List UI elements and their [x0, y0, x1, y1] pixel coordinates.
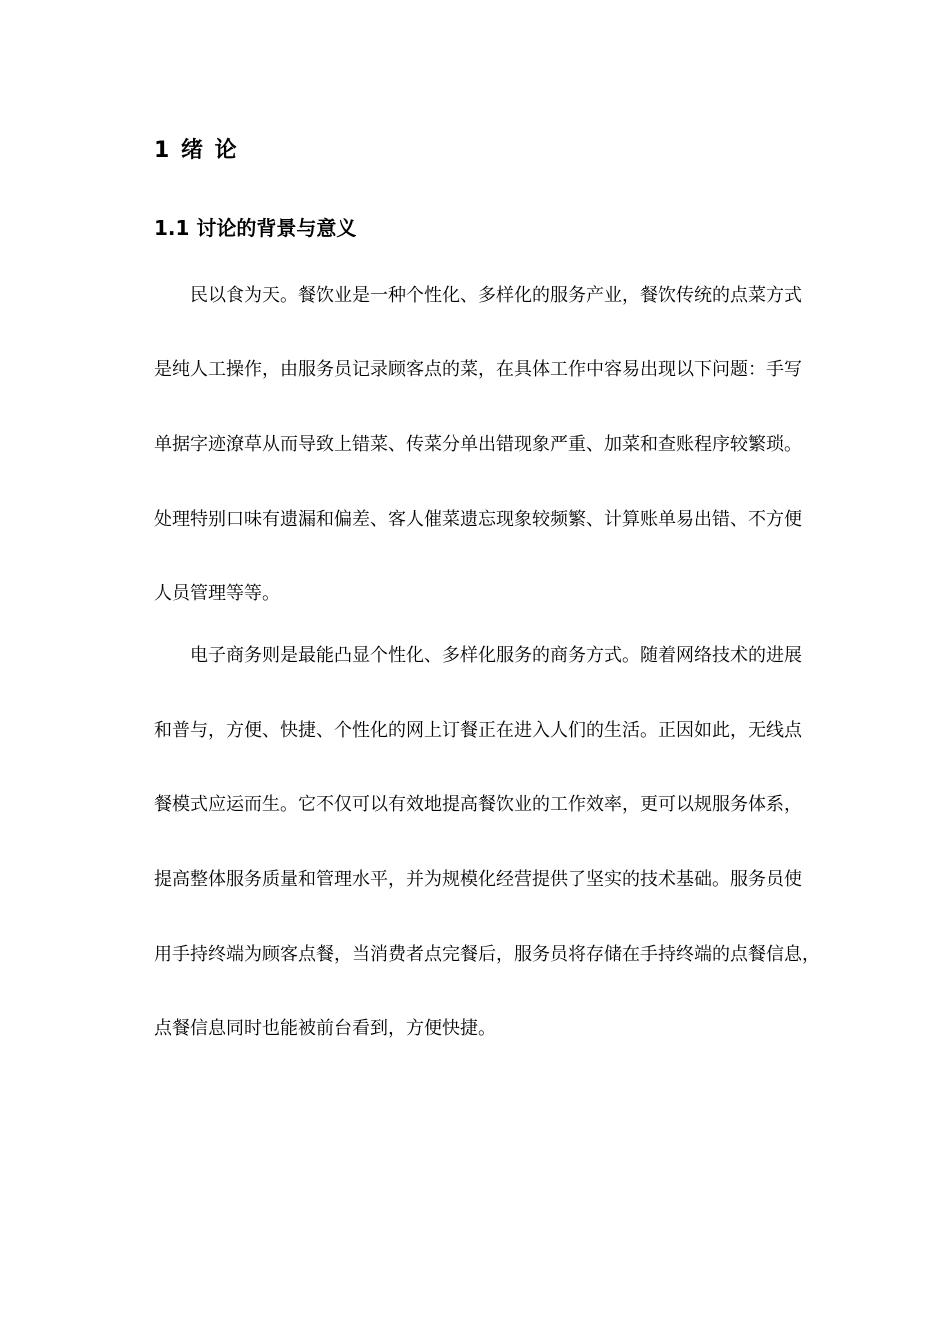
paragraph-2-line-3: 餐模式应运而生。它不仅可以有效地提高餐饮业的工作效率，更可以规服务体系，	[154, 794, 802, 815]
paragraph-2-line-2: 和普与，方便、快捷、个性化的网上订餐正在进入人们的生活。正因如此，无线点	[154, 720, 802, 741]
section-heading: 1.1 讨论的背景与意义	[154, 216, 357, 240]
paragraph-1-line-3: 单据字迹潦草从而导致上错菜、传菜分单出错现象严重、加菜和查账程序较繁琐。	[154, 434, 802, 455]
paragraph-1-line-1: 民以食为天。餐饮业是一种个性化、多样化的服务产业，餐饮传统的点菜方式	[190, 285, 802, 306]
paragraph-1-line-4: 处理特别口味有遗漏和偏差、客人催菜遗忘现象较频繁、计算账单易出错、不方便	[154, 509, 802, 530]
chapter-heading: 1 绪 论	[154, 138, 239, 163]
paragraph-1-line-5: 人员管理等等。	[154, 583, 280, 604]
paragraph-2-line-5: 用手持终端为顾客点餐，当消费者点完餐后，服务员将存储在手持终端的点餐信息，	[154, 944, 820, 965]
paragraph-2-line-4: 提高整体服务质量和管理水平，并为规模化经营提供了坚实的技术基础。服务员使	[154, 869, 802, 890]
paragraph-2-line-6: 点餐信息同时也能被前台看到，方便快捷。	[154, 1018, 496, 1039]
paragraph-1-line-2: 是纯人工操作，由服务员记录顾客点的菜，在具体工作中容易出现以下问题：手写	[154, 359, 802, 380]
paragraph-2-line-1: 电子商务则是最能凸显个性化、多样化服务的商务方式。随着网络技术的进展	[190, 645, 802, 666]
